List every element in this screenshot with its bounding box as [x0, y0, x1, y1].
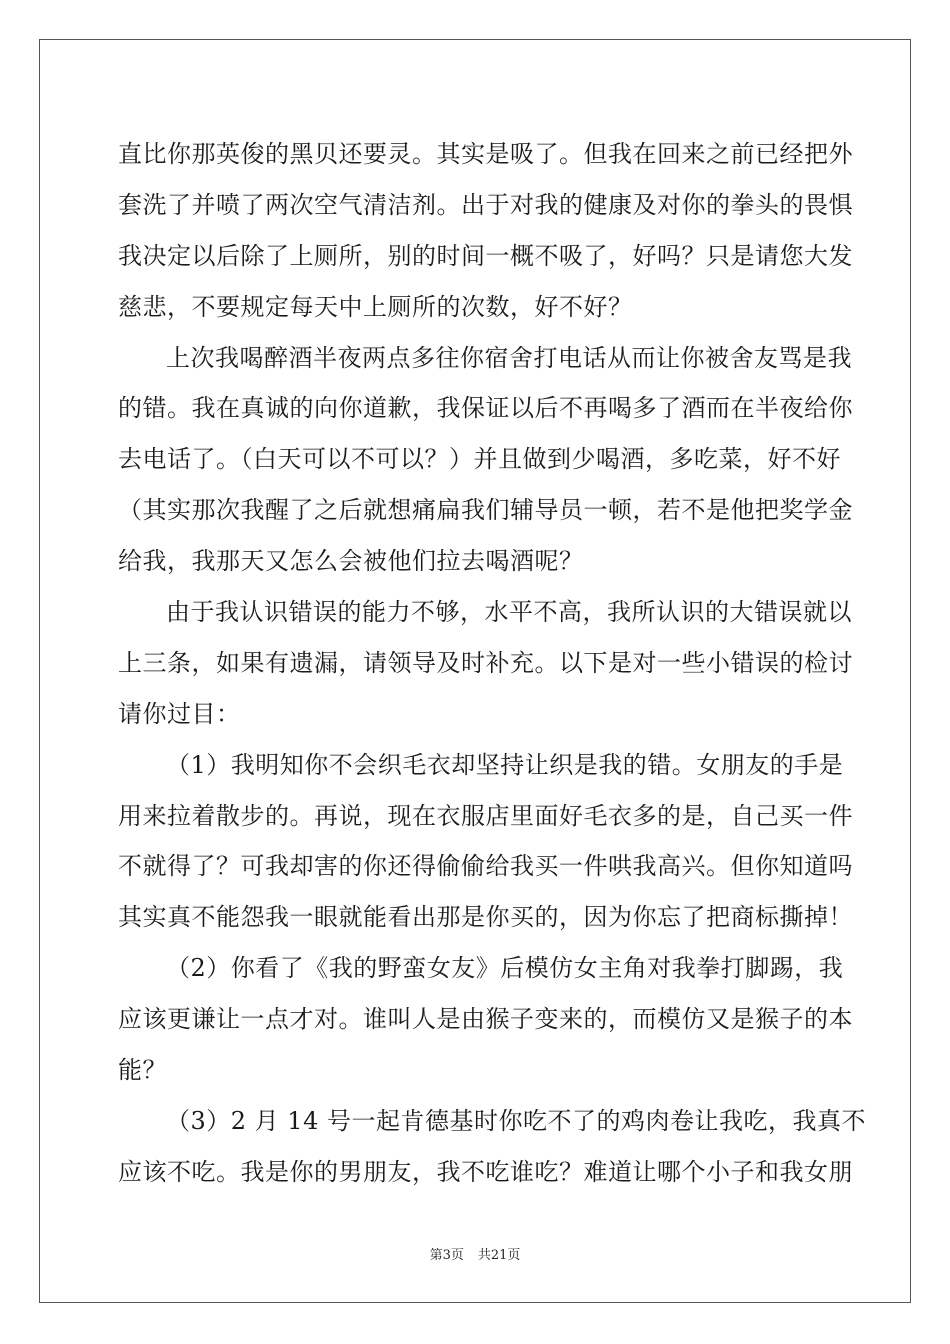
text-line: （其实那次我醒了之后就想痛扁我们辅导员一顿，若不是他把奖学金: [118, 496, 853, 525]
text-line: 我决定以后除了上厕所，别的时间一概不吸了，好吗？只是请您大发: [118, 241, 853, 270]
text-line: 套洗了并喷了两次空气清洁剂。出于对我的健康及对你的拳头的畏惧: [118, 190, 853, 219]
list-item-1-line: （1）我明知你不会织毛衣却坚持让织是我的错。女朋友的手是: [166, 750, 844, 779]
text-line: 应该不吃。我是你的男朋友，我不吃谁吃？难道让哪个小子和我女朋: [118, 1157, 853, 1186]
text-line: 上三条，如果有遗漏，请领导及时补充。以下是对一些小错误的检讨: [118, 648, 853, 677]
paragraph-start-line: 上次我喝醉酒半夜两点多往你宿舍打电话从而让你被舍友骂是我: [166, 343, 852, 372]
document-body: [118, 129, 866, 1198]
text-line: 不就得了？可我却害的你还得偷偷给我买一件哄我高兴。但你知道吗: [118, 852, 853, 881]
page-footer: [0, 1244, 950, 1263]
text-line: 去电话了。（白天可以不可以？）并且做到少喝酒，多吃菜，好不好: [118, 445, 841, 474]
text-line: 慈悲，不要规定每天中上厕所的次数，好不好？: [118, 292, 633, 321]
text-line: 给我，我那天又怎么会被他们拉去喝酒呢？: [118, 547, 584, 576]
text-line: 用来拉着散步的。再说，现在衣服店里面好毛衣多的是，自己买一件: [118, 801, 853, 830]
list-item-2-line: （2）你看了《我的野蛮女友》后模仿女主角对我拳打脚踢，我: [166, 954, 844, 983]
paragraph-start-line: 由于我认识错误的能力不够，水平不高，我所认识的大错误就以: [166, 598, 852, 627]
text-line: 应该更谦让一点才对。谁叫人是由猴子变来的，而模仿又是猴子的本: [118, 1005, 853, 1034]
list-item-3-line: （3）2 月 14 号一起肯德基时你吃不了的鸡肉卷让我吃，我真不: [166, 1106, 866, 1135]
text-line: 的错。我在真诚的向你道歉，我保证以后不再喝多了酒而在半夜给你: [118, 394, 853, 423]
text-line: 直比你那英俊的黑贝还要灵。其实是吸了。但我在回来之前已经把外: [118, 140, 853, 168]
text-line: 请你过目：: [118, 699, 241, 728]
text-line: 能？: [118, 1056, 167, 1085]
page-number: 第3页: [429, 1248, 464, 1263]
page-total: 共21页: [477, 1248, 521, 1263]
text-line: 其实真不能怨我一眼就能看出那是你买的，因为你忘了把商标撕掉！: [118, 903, 853, 932]
